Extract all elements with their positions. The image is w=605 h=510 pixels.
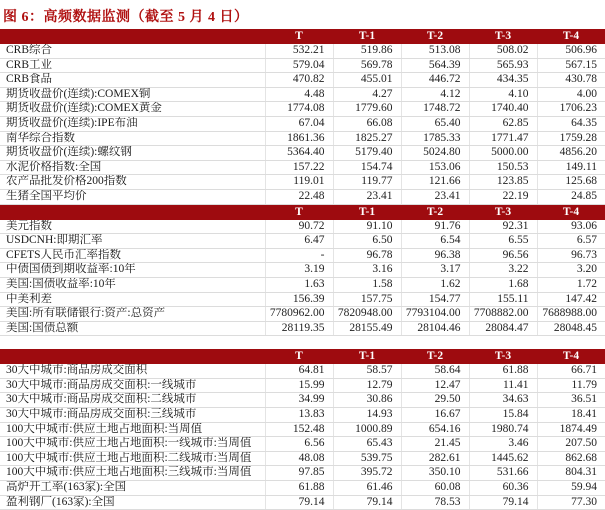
cell-value: 90.72: [265, 220, 333, 234]
table-row: [0, 437, 605, 452]
row-label: 期货收盘价(连续):COMEX铜: [0, 87, 265, 102]
row-label: USDCNH:即期汇率: [0, 234, 265, 249]
cell-value: 154.77: [401, 292, 469, 307]
cell-value: 5364.40: [265, 146, 333, 161]
table-row: [0, 495, 605, 510]
cell-value: 531.66: [469, 466, 537, 481]
cell-value: 15.84: [469, 408, 537, 423]
cell-value: 96.56: [469, 248, 537, 263]
cell-value: 567.15: [537, 58, 605, 73]
cell-value: 3.16: [333, 263, 401, 278]
table-row: [0, 116, 605, 131]
cell-value: 1740.40: [469, 102, 537, 117]
cell-value: 15.99: [265, 378, 333, 393]
cell-value: 61.46: [333, 481, 401, 496]
cell-value: 96.78: [333, 248, 401, 263]
cell-value: 862.68: [537, 451, 605, 466]
table-property-and-steel: [0, 349, 605, 510]
cell-value: 1706.23: [537, 102, 605, 117]
cell-value: 1861.36: [265, 131, 333, 146]
table-row: [0, 248, 605, 263]
column-header: T-1: [358, 30, 376, 42]
cell-value: 1.72: [537, 277, 605, 292]
table-row: [0, 481, 605, 496]
cell-value: 79.14: [265, 495, 333, 510]
row-label: 盈利钢厂(163家):全国: [0, 495, 265, 510]
cell-value: 12.47: [401, 378, 469, 393]
cell-value: 1980.74: [469, 422, 537, 437]
row-label: CFETS人民币汇率指数: [0, 248, 265, 263]
cell-value: 91.76: [401, 220, 469, 234]
cell-value: 61.88: [469, 364, 537, 378]
cell-value: 24.85: [537, 189, 605, 204]
cell-value: 804.31: [537, 466, 605, 481]
cell-value: 67.04: [265, 116, 333, 131]
column-header: T-3: [494, 350, 512, 363]
cell-value: 1774.08: [265, 102, 333, 117]
row-label: CRB综合: [0, 44, 265, 58]
column-header: T: [295, 205, 303, 218]
cell-value: 5024.80: [401, 146, 469, 161]
table-row: [0, 292, 605, 307]
cell-value: 3.22: [469, 263, 537, 278]
cell-value: 1779.60: [333, 102, 401, 117]
table-fx-and-rates: [0, 205, 605, 337]
cell-value: 1825.27: [333, 131, 401, 146]
table-row: [0, 220, 605, 234]
column-header: T-1: [358, 205, 376, 218]
table-row: [0, 44, 605, 58]
cell-value: 1.68: [469, 277, 537, 292]
cell-value: 36.51: [537, 393, 605, 408]
cell-value: 14.93: [333, 408, 401, 423]
row-label: 期货收盘价(连续):螺纹钢: [0, 146, 265, 161]
cell-value: 48.08: [265, 451, 333, 466]
column-header: T-1: [358, 350, 376, 363]
cell-value: 119.01: [265, 175, 333, 190]
column-header: T-3: [494, 30, 512, 42]
cell-value: 519.86: [333, 44, 401, 58]
cell-value: 23.41: [401, 189, 469, 204]
cell-value: 66.08: [333, 116, 401, 131]
cell-value: 1000.89: [333, 422, 401, 437]
cell-value: 6.55: [469, 234, 537, 249]
cell-value: 579.04: [265, 58, 333, 73]
cell-value: 3.46: [469, 437, 537, 452]
cell-value: 513.08: [401, 44, 469, 58]
cell-value: 77.30: [537, 495, 605, 510]
cell-value: 1.58: [333, 277, 401, 292]
cell-value: 395.72: [333, 466, 401, 481]
cell-value: 565.93: [469, 58, 537, 73]
row-label: 中债国债到期收益率:10年: [0, 263, 265, 278]
cell-value: 654.16: [401, 422, 469, 437]
cell-value: 157.75: [333, 292, 401, 307]
cell-value: 446.72: [401, 73, 469, 88]
cell-value: 65.40: [401, 116, 469, 131]
cell-value: 430.78: [537, 73, 605, 88]
cell-value: 29.50: [401, 393, 469, 408]
cell-value: 58.64: [401, 364, 469, 378]
cell-value: 4.48: [265, 87, 333, 102]
cell-value: 3.20: [537, 263, 605, 278]
row-label: 30大中城市:商品房成交面积:二线城市: [0, 393, 265, 408]
cell-value: 13.83: [265, 408, 333, 423]
table-row: [0, 466, 605, 481]
row-label: 农产品批发价格200指数: [0, 175, 265, 190]
row-label: 水泥价格指数:全国: [0, 160, 265, 175]
table-row: [0, 146, 605, 161]
table-row: [0, 451, 605, 466]
cell-value: 3.19: [265, 263, 333, 278]
cell-value: 455.01: [333, 73, 401, 88]
cell-value: 16.67: [401, 408, 469, 423]
cell-value: 96.73: [537, 248, 605, 263]
table-row: [0, 393, 605, 408]
row-label: CRB食品: [0, 73, 265, 88]
cell-value: 564.39: [401, 58, 469, 73]
row-label: 南华综合指数: [0, 131, 265, 146]
cell-value: 11.41: [469, 378, 537, 393]
cell-value: 58.57: [333, 364, 401, 378]
column-header: T-3: [494, 205, 512, 218]
cell-value: 96.38: [401, 248, 469, 263]
cell-value: 282.61: [401, 451, 469, 466]
cell-value: 207.50: [537, 437, 605, 452]
table-commodity-prices: [0, 29, 605, 205]
table-row: [0, 58, 605, 73]
cell-value: 1785.33: [401, 131, 469, 146]
table-row: [0, 277, 605, 292]
cell-value: 7793104.00: [401, 307, 469, 322]
cell-value: 65.43: [333, 437, 401, 452]
cell-value: 61.88: [265, 481, 333, 496]
cell-value: 21.45: [401, 437, 469, 452]
cell-value: 28119.35: [265, 321, 333, 336]
row-label: 高炉开工率(163家):全国: [0, 481, 265, 496]
cell-value: 4.27: [333, 87, 401, 102]
cell-value: 12.79: [333, 378, 401, 393]
cell-value: 532.21: [265, 44, 333, 58]
row-label: 生猪全国平均价: [0, 189, 265, 204]
cell-value: 5179.40: [333, 146, 401, 161]
cell-value: 6.56: [265, 437, 333, 452]
table-row: [0, 378, 605, 393]
column-header: T-2: [426, 205, 444, 218]
cell-value: 4.10: [469, 87, 537, 102]
column-header: T-4: [562, 350, 580, 363]
cell-value: 506.96: [537, 44, 605, 58]
cell-value: 153.06: [401, 160, 469, 175]
cell-value: 7780962.00: [265, 307, 333, 322]
cell-value: 1771.47: [469, 131, 537, 146]
cell-value: 125.68: [537, 175, 605, 190]
column-header: T-2: [426, 30, 444, 42]
cell-value: 92.31: [469, 220, 537, 234]
row-label: 美国:所有联储银行:资产:总资产: [0, 307, 265, 322]
cell-value: 6.57: [537, 234, 605, 249]
cell-value: 60.36: [469, 481, 537, 496]
cell-value: 152.48: [265, 422, 333, 437]
figure-title: 图 6：高频数据监测（截至 5 月 4 日）: [3, 10, 249, 25]
row-label: 30大中城市:商品房成交面积:三线城市: [0, 408, 265, 423]
cell-value: 121.66: [401, 175, 469, 190]
cell-value: 119.77: [333, 175, 401, 190]
row-label: 100大中城市:供应土地占地面积:三线城市:当周值: [0, 466, 265, 481]
row-label: 美国:国债总额: [0, 321, 265, 336]
row-label: 期货收盘价(连续):COMEX黄金: [0, 102, 265, 117]
table-row: [0, 73, 605, 88]
cell-value: 28155.49: [333, 321, 401, 336]
column-header: T-4: [562, 205, 580, 218]
row-label: 100大中城市:供应土地占地面积:当周值: [0, 422, 265, 437]
cell-value: 155.11: [469, 292, 537, 307]
cell-value: 93.06: [537, 220, 605, 234]
cell-value: 22.19: [469, 189, 537, 204]
table-row: [0, 160, 605, 175]
cell-value: 79.14: [469, 495, 537, 510]
column-header: T: [295, 350, 303, 363]
cell-value: 34.63: [469, 393, 537, 408]
table-row: [0, 408, 605, 423]
cell-value: 28048.45: [537, 321, 605, 336]
cell-value: 7688988.00: [537, 307, 605, 322]
cell-value: 4.00: [537, 87, 605, 102]
header-spacer: [0, 29, 265, 44]
row-label: 100大中城市:供应土地占地面积:二线城市:当周值: [0, 451, 265, 466]
cell-value: 1748.72: [401, 102, 469, 117]
cell-value: 18.41: [537, 408, 605, 423]
cell-value: 79.14: [333, 495, 401, 510]
cell-value: 154.74: [333, 160, 401, 175]
cell-value: 1445.62: [469, 451, 537, 466]
cell-value: 6.50: [333, 234, 401, 249]
cell-value: 22.48: [265, 189, 333, 204]
cell-value: 470.82: [265, 73, 333, 88]
column-header: T-2: [426, 350, 444, 363]
row-label: 30大中城市:商品房成交面积: [0, 364, 265, 378]
table-row: [0, 175, 605, 190]
cell-value: 34.99: [265, 393, 333, 408]
cell-value: 1759.28: [537, 131, 605, 146]
column-header: T-4: [562, 30, 580, 42]
cell-value: 147.42: [537, 292, 605, 307]
cell-value: -: [265, 248, 333, 263]
cell-value: 5000.00: [469, 146, 537, 161]
cell-value: 149.11: [537, 160, 605, 175]
table-row: [0, 422, 605, 437]
header-spacer: [0, 349, 265, 364]
cell-value: 350.10: [401, 466, 469, 481]
cell-value: 7820948.00: [333, 307, 401, 322]
cell-value: 3.17: [401, 263, 469, 278]
row-label: 美国:国债收益率:10年: [0, 277, 265, 292]
cell-value: 28104.46: [401, 321, 469, 336]
cell-value: 60.08: [401, 481, 469, 496]
table-row: [0, 321, 605, 336]
row-label: 100大中城市:供应土地占地面积:一线城市:当周值: [0, 437, 265, 452]
cell-value: 539.75: [333, 451, 401, 466]
table-row: [0, 364, 605, 378]
cell-value: 59.94: [537, 481, 605, 496]
cell-value: 6.54: [401, 234, 469, 249]
cell-value: 1.63: [265, 277, 333, 292]
cell-value: 434.35: [469, 73, 537, 88]
table-row: [0, 189, 605, 204]
header-spacer: [0, 205, 265, 220]
table-row: [0, 263, 605, 278]
header-row: [0, 349, 605, 364]
header-row: [0, 205, 605, 220]
row-label: 美元指数: [0, 220, 265, 234]
table-row: [0, 234, 605, 249]
row-label: 30大中城市:商品房成交面积:一线城市: [0, 378, 265, 393]
cell-value: 4856.20: [537, 146, 605, 161]
cell-value: 1874.49: [537, 422, 605, 437]
column-header: T: [295, 30, 303, 42]
cell-value: 62.85: [469, 116, 537, 131]
cell-value: 7708882.00: [469, 307, 537, 322]
cell-value: 123.85: [469, 175, 537, 190]
cell-value: 64.81: [265, 364, 333, 378]
cell-value: 4.12: [401, 87, 469, 102]
cell-value: 508.02: [469, 44, 537, 58]
cell-value: 23.41: [333, 189, 401, 204]
cell-value: 28084.47: [469, 321, 537, 336]
row-label: 中美利差: [0, 292, 265, 307]
table-row: [0, 87, 605, 102]
cell-value: 66.71: [537, 364, 605, 378]
row-label: CRB工业: [0, 58, 265, 73]
cell-value: 97.85: [265, 466, 333, 481]
cell-value: 569.78: [333, 58, 401, 73]
cell-value: 6.47: [265, 234, 333, 249]
cell-value: 30.86: [333, 393, 401, 408]
table-row: [0, 307, 605, 322]
cell-value: 11.79: [537, 378, 605, 393]
table-row: [0, 131, 605, 146]
cell-value: 64.35: [537, 116, 605, 131]
cell-value: 1.62: [401, 277, 469, 292]
header-row: [0, 29, 605, 44]
cell-value: 78.53: [401, 495, 469, 510]
cell-value: 91.10: [333, 220, 401, 234]
cell-value: 150.53: [469, 160, 537, 175]
cell-value: 156.39: [265, 292, 333, 307]
table-row: [0, 102, 605, 117]
row-label: 期货收盘价(连续):IPE布油: [0, 116, 265, 131]
cell-value: 157.22: [265, 160, 333, 175]
